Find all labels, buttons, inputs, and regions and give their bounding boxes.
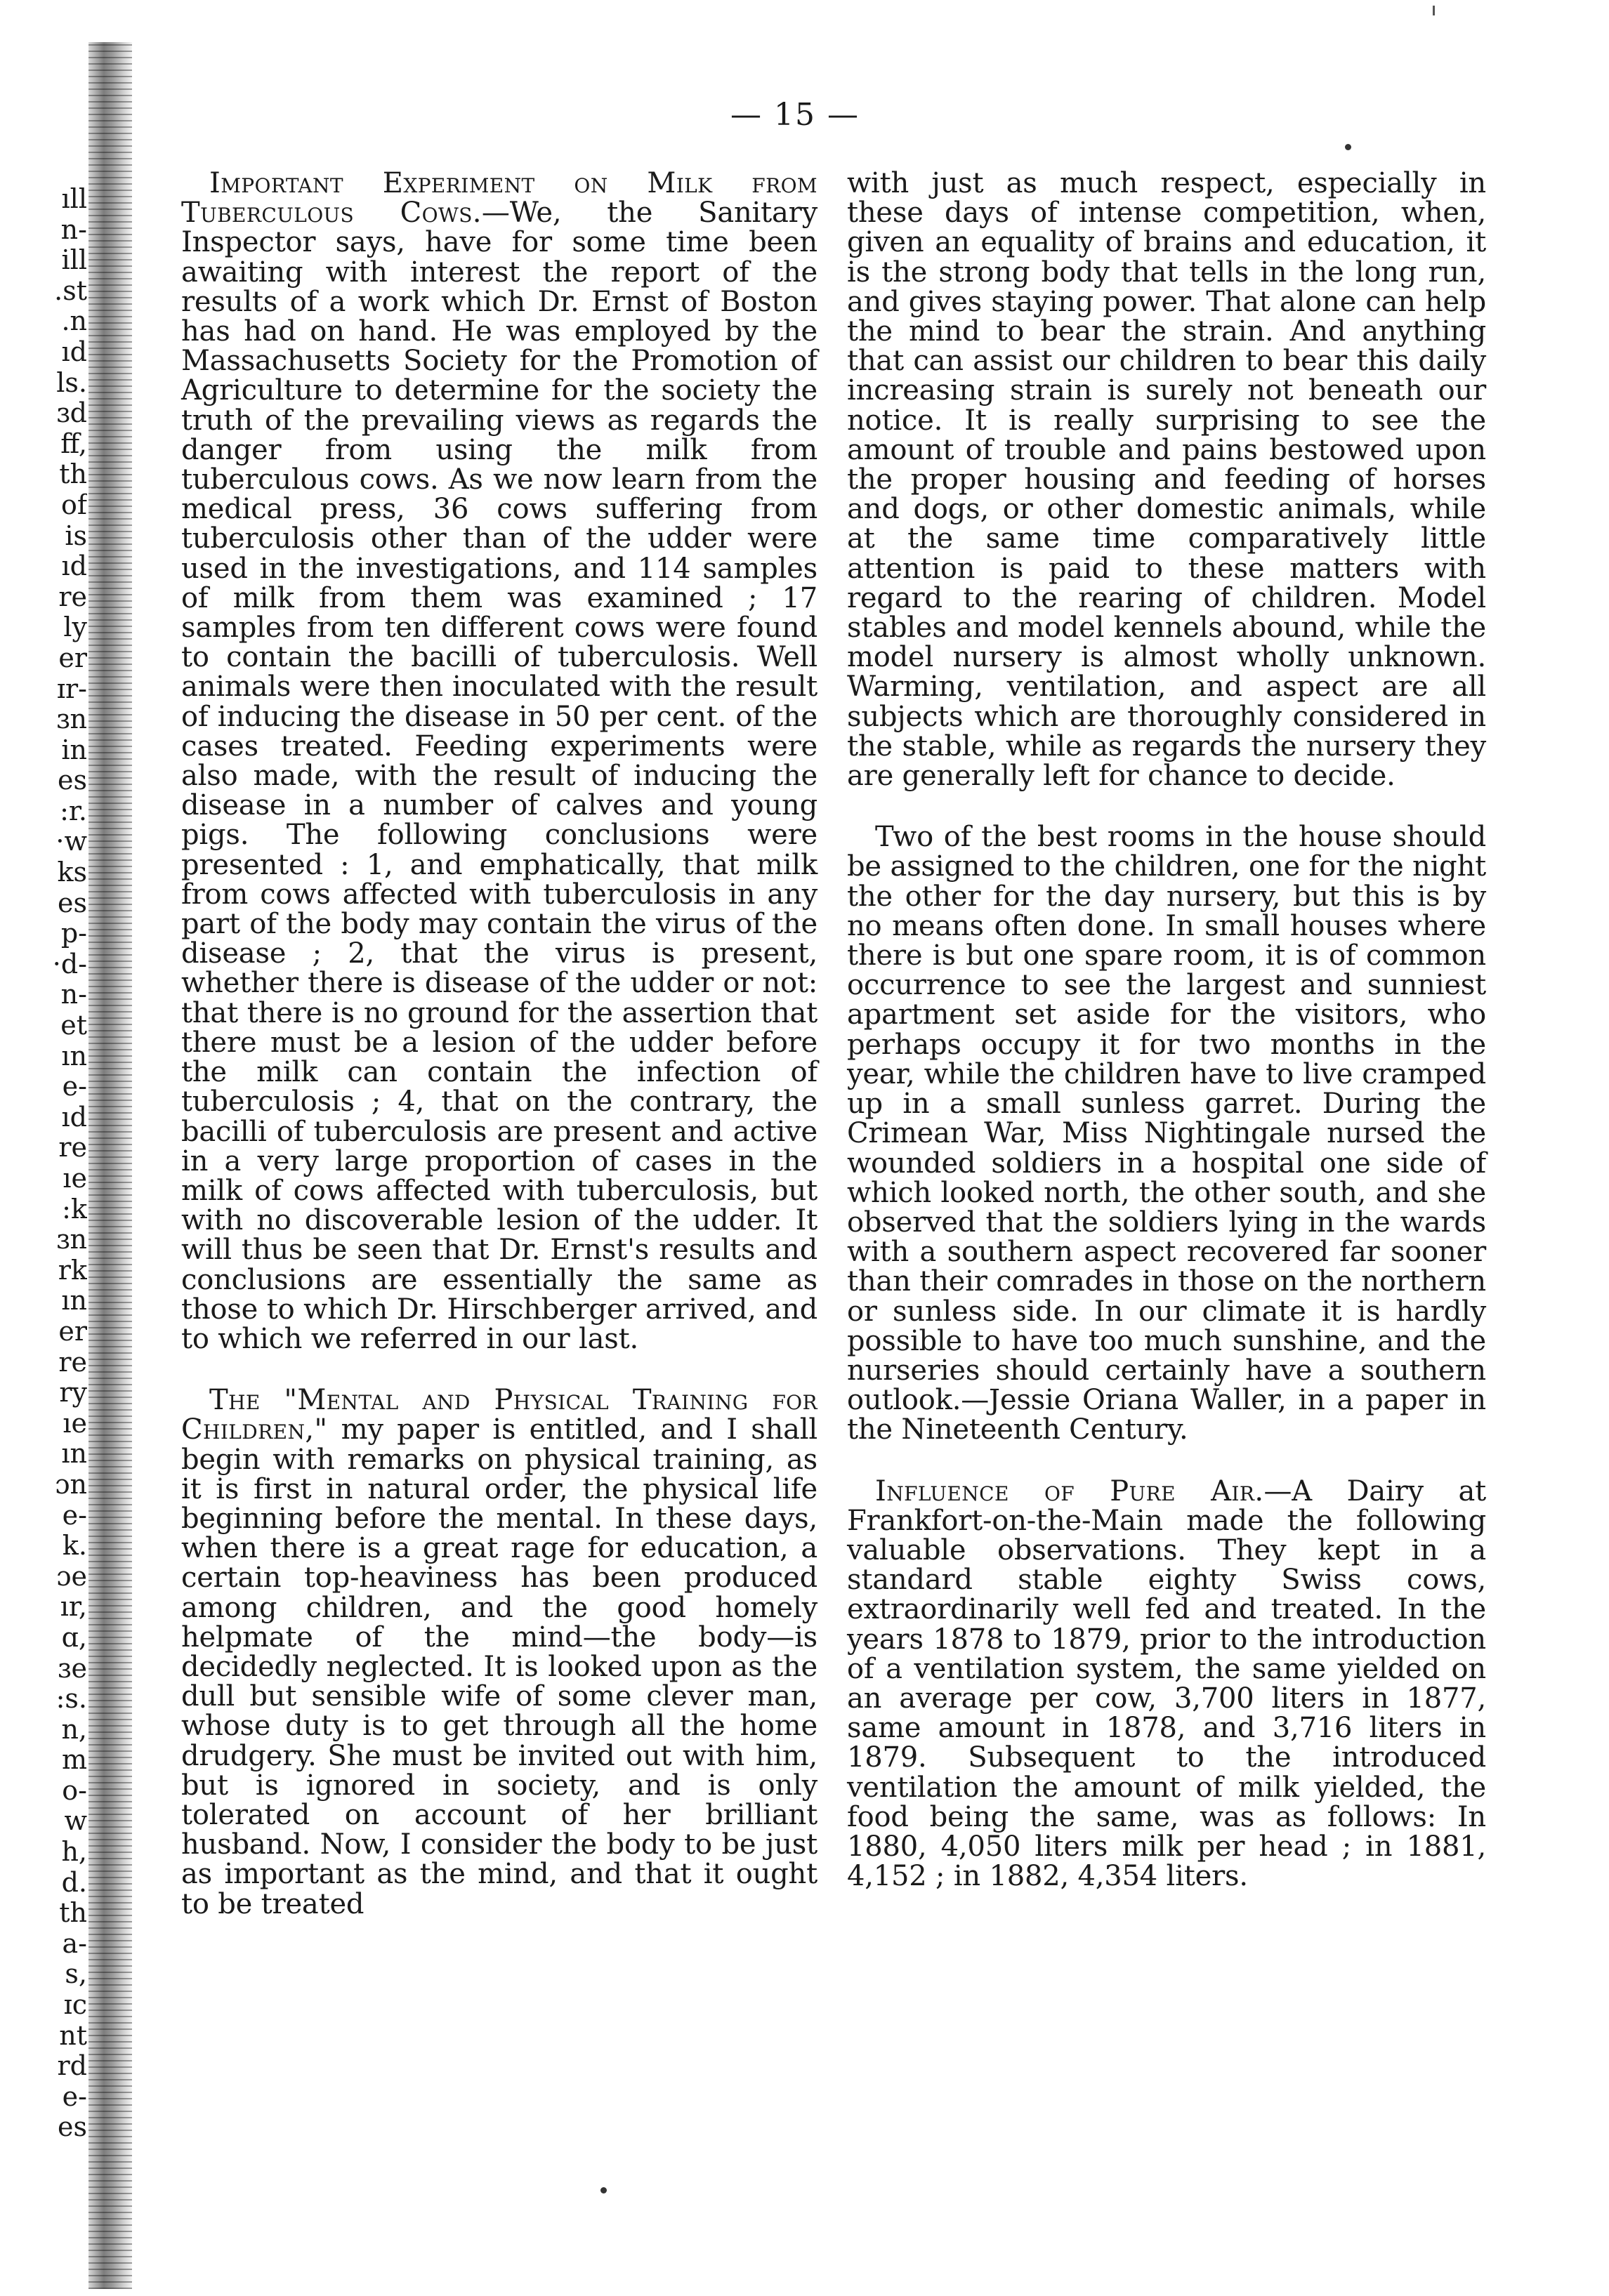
article-heading: Important Experiment on Milk from Tuberculous Cows. <box>181 167 817 230</box>
margin-fragment: ɑ, <box>61 1621 87 1653</box>
margin-fragment: n- <box>60 213 87 245</box>
margin-fragment: ff, <box>60 428 87 459</box>
left-margin-fragments <box>4 184 87 2143</box>
article-nursery-rooms: Two of the best rooms in the house should be assigned to the children, one for the night the other for the day nursery, but this is by no means often done. In small houses where there is but one spare room, it is of common occurrence to see the largest and sunniest apartment set aside for the visitors, who perhaps occupy it for two months in the year, while the children have to live cramped up in a small sunless garret. During the Crimean War, Miss Nightingale nursed the wounded soldiers in a hospital one side of which looked north, the other south, and she observed that the soldiers lying in the wards with a southern aspect recovered far sooner than their comrades in those on the northern or sunless side. In our climate it is hardly possible to have too much sunshine, and the nurseries should certainly have a southern outlook.—Jessie Oriana Waller, in a paper in the Nineteenth Century. <box>847 821 1486 1446</box>
margin-fragment: ıe <box>63 1407 87 1439</box>
margin-fragment: ɜe <box>58 1652 87 1684</box>
margin-fragment: ɪc <box>63 1989 87 2021</box>
margin-fragment: er <box>58 642 87 673</box>
margin-fragment: ıd <box>61 550 87 582</box>
margin-fragment: :k <box>62 1193 87 1225</box>
article-continuation: with just as much respect, especially in these days of intense competition, when, given an equality of brains and education, it is the strong body that tells in the long run, and gives staying power. That alone can help the mind to bear the strain. And anything that can assist our children to bear this daily increasing strain is surely not beneath our notice. It is really surprising to see the amount of trouble and pains bestowed upon the proper housing and feeding of horses and dogs, or other domestic animals, while at the same time comparatively little attention is paid to these matters with regard to the rearing of children. Model stables and model kennels abound, while the model nursery is almost wholly unknown. Warming, ventilation, and aspect are all subjects which are thoroughly considered in the stable, while as regards the nursery they are generally left for chance to decide. <box>847 167 1486 793</box>
margin-fragment: is <box>65 520 87 551</box>
margin-fragment: ın <box>61 1285 87 1317</box>
margin-fragment: th <box>59 458 87 490</box>
margin-fragment: et <box>60 1010 87 1041</box>
margin-fragment: h, <box>61 1836 87 1868</box>
margin-fragment: ın <box>61 1040 87 1071</box>
article-heading: Influence of Pure Air. <box>875 1474 1264 1507</box>
article-body: —A Dairy at Frankfort-on-the-Main made the following valuable observations. They kept in a standard stable eighty Swiss cows, extraordinarily well fed and treated. In the years 1878 to 1879, prior to the introduction of a ventilation system, the same yielded on an average per cow, 3,700 liters in 1877, same amount in 1878, and 3,716 liters in 1879. Subsequent to the introduced ventilation the amount of milk yielded, the food being the same, was as follows: In 1880, 4,050 liters milk per head ; in 1881, 4,152 ; in 1882, 4,354 liters. <box>847 1474 1486 1893</box>
article-body: my paper is entitled, and I shall begin with remarks on physical training, as it is first in natural order, the physical life beginning before the mental. In these days, when there is a great rage for education, a certain top-heaviness has been produced among children, and the good homely helpmate of the mind—the body—is decidedly neglected. It is looked upon as the dull but sensible wife of some clever man, whose duty is to get through all the home drudgery. She must be invited out with him, but is ignored in society, and is only tolerated on account of her brilliant husband. Now, I consider the body to be just as important as the mind, and that it ought to be treated <box>181 1413 817 1920</box>
margin-fragment: rd <box>57 2050 87 2082</box>
margin-fragment: ks <box>57 857 87 888</box>
margin-fragment: of <box>61 489 87 520</box>
margin-fragment: ıd <box>61 1101 87 1133</box>
margin-fragment: ·w <box>55 826 87 857</box>
margin-fragment: d. <box>61 1866 87 1898</box>
ink-speck <box>1345 144 1351 150</box>
margin-fragment: es <box>58 2111 87 2143</box>
margin-fragment: th <box>59 1897 87 1929</box>
margin-fragment: es <box>58 887 87 918</box>
margin-fragment: in <box>61 734 87 765</box>
margin-fragment: ɪr- <box>56 673 87 704</box>
margin-fragment: re <box>58 1132 87 1163</box>
margin-fragment: re <box>58 581 87 612</box>
margin-fragment: n- <box>60 979 87 1010</box>
margin-fragment: o- <box>62 1774 87 1806</box>
margin-fragment: e- <box>62 2080 87 2112</box>
margin-fragment: p- <box>60 918 87 949</box>
margin-fragment: ɜd <box>56 397 87 429</box>
article-pure-air <box>847 1474 1486 1893</box>
margin-fragment: w <box>64 1805 87 1837</box>
margin-fragment: nt <box>59 2019 87 2051</box>
margin-fragment: e- <box>62 1499 87 1531</box>
margin-fragment: ɔe <box>56 1560 87 1592</box>
margin-fragment: :s. <box>55 1683 87 1715</box>
margin-fragment: ly <box>63 612 87 643</box>
margin-fragment: re <box>58 1346 87 1378</box>
binding-gutter <box>88 42 132 2289</box>
article-milk-tuberculous-cows <box>181 169 817 1354</box>
margin-fragment: a- <box>62 1927 87 1959</box>
margin-fragment: ɔn <box>55 1468 87 1500</box>
ink-speck <box>1433 6 1435 15</box>
right-column <box>847 169 1486 1891</box>
margin-fragment: es <box>58 765 87 796</box>
margin-fragment: er <box>58 1315 87 1347</box>
left-column <box>181 169 817 1919</box>
margin-fragment: .st <box>54 275 87 306</box>
margin-fragment: ıll <box>61 184 87 214</box>
margin-fragment: ın <box>61 1438 87 1470</box>
ink-speck <box>600 2187 607 2193</box>
margin-fragment: ·d- <box>52 948 87 979</box>
margin-fragment: ill <box>61 244 87 276</box>
margin-fragment: m <box>61 1744 87 1776</box>
margin-fragment: ıd <box>61 336 87 367</box>
margin-fragment: ɜn <box>56 704 87 735</box>
margin-fragment: ls. <box>56 367 87 398</box>
margin-fragment: ɜn <box>56 1224 87 1255</box>
margin-fragment: e- <box>62 1071 87 1102</box>
margin-fragment: s, <box>65 1958 87 1990</box>
margin-fragment: k. <box>62 1530 87 1562</box>
article-body: —We, the Sanitary Inspector says, have for some time been awaiting with interest the report of the results of a work which Dr. Ernst of Boston has had on hand. He was employed by the Massachusetts Society for the Promotion of Agriculture to determine for the society the truth of the prevailing views as regards the danger from using the milk from tuberculous cows. As we now learn from the medical press, 36 cows suffering from tuberculosis other than of the udder were used in the investigations, and 114 samples of milk from them was examined ; 17 samples from ten different cows were found to contain the bacilli of tuberculosis. Well animals were then inoculated with the result of inducing the disease in 50 per cent. of the cases treated. Feeding experiments were also made, with the result of inducing the disease in a number of calves and young pigs. The following conclusions were presented : 1, and emphatically, that milk from cows affected with tuberculosis in any part of the body may contain the virus of the disease ; 2, that the virus is present, whether there is disease of the udder or not: that there is no ground for the assertion that there must be a lesion of the udder before the milk can contain the infection of tuberculosis ; 4, that on the contrary, the bacilli of tuberculosis are present and active in a very large proportion of cases in the milk of cows affected with tuberculosis, but with no discoverable lesion of the udder. It will thus be seen that Dr. Ernst's results and conclusions are essentially the same as those to which Dr. Hirschberger arrived, and to which we referred in our last. <box>181 197 817 1355</box>
margin-fragment: ır, <box>60 1591 87 1623</box>
article-heading: The "Mental and Physical Training for Children," <box>181 1384 817 1446</box>
margin-fragment: rk <box>58 1254 87 1286</box>
margin-fragment: ry <box>59 1377 87 1408</box>
article-mental-physical-training <box>181 1385 817 1919</box>
margin-fragment: n, <box>61 1713 87 1745</box>
page-number: — 15 — <box>730 97 860 133</box>
margin-fragment: .n <box>61 305 87 337</box>
margin-fragment: :r. <box>60 795 87 826</box>
margin-fragment: ıe <box>63 1163 87 1194</box>
